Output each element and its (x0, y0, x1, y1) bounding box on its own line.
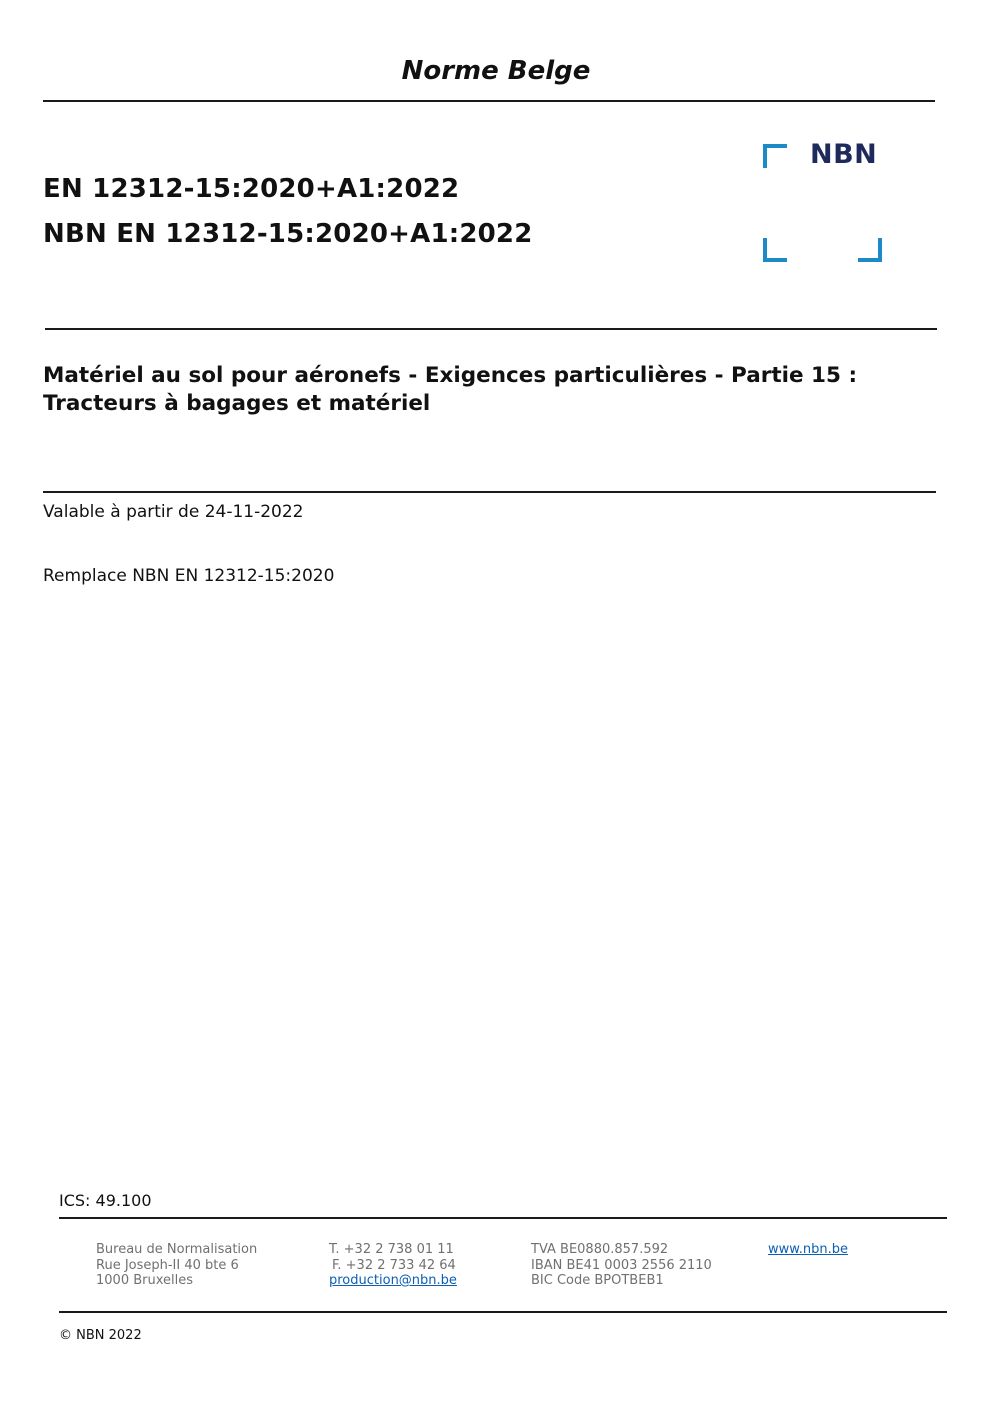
logo-corner-top-left (763, 144, 787, 168)
footer-bank-details (531, 1242, 712, 1289)
ics-label: ICS: (59, 1191, 91, 1210)
copyright-notice: © NBN 2022 (59, 1328, 142, 1343)
en-standard-number: EN 12312-15:2020+A1:2022 (43, 174, 460, 204)
nbn-logo (760, 140, 886, 266)
phone-number: T. +32 2 738 01 11 (329, 1242, 454, 1257)
footer-divider-bottom (59, 1311, 947, 1313)
address-line-1: Bureau de Normalisation (96, 1242, 258, 1257)
nbn-standard-number: NBN EN 12312-15:2020+A1:2022 (43, 219, 533, 249)
logo-corner-bottom-right (858, 238, 882, 262)
ics-code (59, 1191, 152, 1210)
title-divider-top (45, 328, 937, 330)
valid-from-date: Valable à partir de 24-11-2022 (43, 502, 304, 522)
footer-address (96, 1242, 257, 1289)
title-divider-bottom (43, 491, 936, 493)
fax-number: F. +32 2 733 42 64 (332, 1257, 456, 1273)
footer-divider-top (59, 1217, 947, 1219)
replaces-standard: Remplace NBN EN 12312-15:2020 (43, 566, 335, 586)
document-title: Matériel au sol pour aéronefs - Exigences particulières - Partie 15 : Tracteurs à bagages et matériel (43, 363, 858, 416)
bic-code: BIC Code BPOTBEB1 (531, 1273, 664, 1288)
logo-corner-bottom-left (763, 238, 787, 262)
footer-contact (329, 1242, 457, 1289)
ics-value: 49.100 (95, 1191, 152, 1210)
address-line-3: 1000 Bruxelles (96, 1273, 194, 1288)
iban-number: IBAN BE41 0003 2556 2110 (531, 1257, 712, 1273)
address-line-2: Rue Joseph-II 40 bte 6 (96, 1257, 239, 1273)
email-link[interactable]: production@nbn.be (329, 1273, 457, 1288)
logo-text: NBN (810, 139, 878, 170)
header-divider (43, 100, 935, 102)
website-link[interactable]: www.nbn.be (768, 1242, 848, 1257)
vat-number: TVA BE0880.857.592 (531, 1242, 669, 1257)
footer-website (768, 1242, 848, 1258)
page-header-title: Norme Belge (401, 56, 591, 86)
